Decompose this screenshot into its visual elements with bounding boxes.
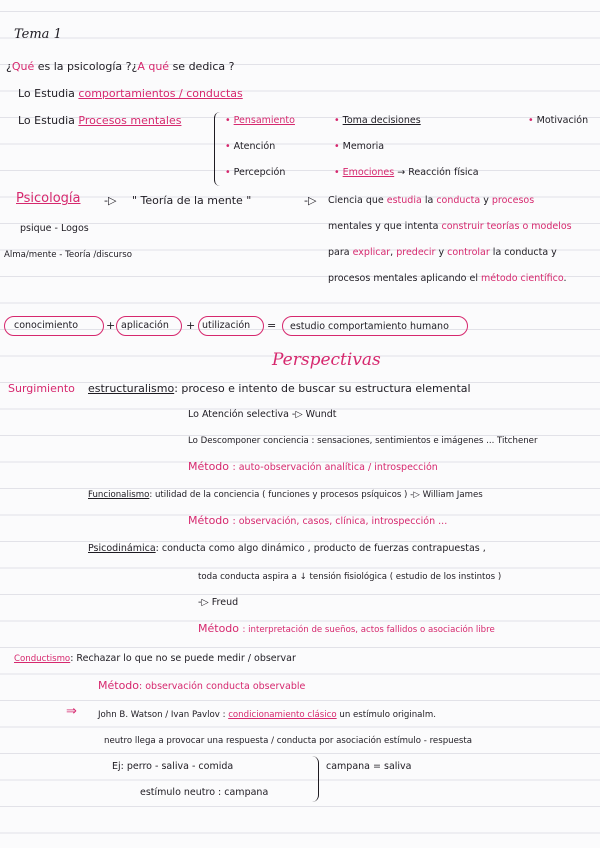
perspectivas-heading: Perspectivas [272, 350, 381, 370]
definition-line-3: para explicar, predecir y controlar la conducta y [328, 247, 557, 258]
psicologia-arrow-1: -▷ [104, 194, 117, 207]
plus-1: + [106, 319, 116, 332]
psicodinamica-metodo: Método : interpretación de sueños, actos fallidos o asociación libre [198, 622, 495, 635]
etymology-2: Alma/mente - Teoría /discurso [4, 250, 133, 260]
process-pensamiento: • Pensamiento [225, 115, 295, 126]
process-memoria: • Memoria [334, 141, 385, 152]
definition-line-2: mentales y que intenta construir teorías o modelos [328, 221, 572, 232]
funcionalismo-metodo: Método : observación, casos, clínica, introspección ... [188, 514, 448, 527]
estructuralismo-line: estructuralismo: proceso e intento de buscar su estructura elemental [88, 382, 471, 395]
estructuralismo-l2: Lo Descomponer conciencia : sensaciones, sentimientos e imágenes ... Titchener [188, 436, 538, 446]
aplicacion-text: aplicación [121, 320, 169, 331]
estudia-line-2: Lo Estudia Procesos mentales [18, 114, 182, 127]
conductismo-example: Ej: perro - saliva - comida [112, 761, 234, 772]
process-percepcion: • Percepción [225, 167, 286, 178]
surgimiento-label: Surgimiento [8, 382, 75, 395]
estructuralismo-metodo: Método : auto-observación analítica / introspección [188, 460, 438, 473]
conductismo-result: campana = saliva [326, 761, 412, 772]
processes-bracket [214, 112, 221, 186]
process-atencion: • Atención [225, 141, 276, 152]
psicologia-heading: Psicología [16, 191, 81, 206]
teoria-mente: " Teoría de la mente " [132, 194, 252, 207]
conductismo-metodo: Método: observación conducta observable [98, 679, 306, 692]
etymology-1: psique - Logos [20, 223, 89, 234]
funcionalismo-line: Funcionalismo: utilidad de la conciencia ( funciones y procesos psíquicos ) -▷ William James [88, 490, 483, 500]
conocimiento-text: conocimiento [14, 320, 79, 331]
example-brace [312, 756, 319, 802]
process-emociones: • Emociones → Reacción física [334, 167, 479, 178]
psicodinamica-line-2: toda conducta aspira a ↓ tensión fisiológica ( estudio de los instintos ) [198, 572, 502, 582]
process-motivacion: • Motivación [528, 115, 589, 126]
plus-2: + [186, 319, 196, 332]
equals-sign: = [267, 319, 277, 332]
utilizacion-text: utilización [202, 320, 251, 331]
question-line: ¿Qué es la psicología ?¿A qué se dedica ? [6, 60, 235, 73]
conductismo-arrow: ⇒ [66, 704, 77, 719]
psicologia-arrow-2: -▷ [304, 194, 317, 207]
conductismo-l2: neutro llega a provocar una respuesta / conducta por asociación estímulo - respuesta [104, 736, 473, 746]
estructuralismo-l1: Lo Atención selectiva -▷ Wundt [188, 409, 337, 420]
conductismo-authors: John B. Watson / Ivan Pavlov : condicionamiento clásico un estímulo originalm. [98, 710, 436, 720]
psicodinamica-line-1: Psicodinámica: conducta como algo dinámico , producto de fuerzas contrapuestas , [88, 543, 486, 554]
conductismo-line: Conductismo: Rechazar lo que no se puede medir / observar [14, 653, 296, 664]
result-text: estudio comportamiento humano [290, 321, 449, 332]
estudia-line-1: Lo Estudia comportamientos / conductas [18, 87, 243, 100]
page-title: Tema 1 [14, 27, 62, 42]
conductismo-example-2: estímulo neutro : campana [140, 787, 269, 798]
definition-line-4: procesos mentales aplicando el método científico. [328, 273, 567, 284]
psicodinamica-line-3: -▷ Freud [198, 597, 239, 608]
process-toma-decisiones: • Toma decisiones [334, 115, 421, 126]
definition-line-1: Ciencia que estudia la conducta y procesos [328, 195, 535, 206]
